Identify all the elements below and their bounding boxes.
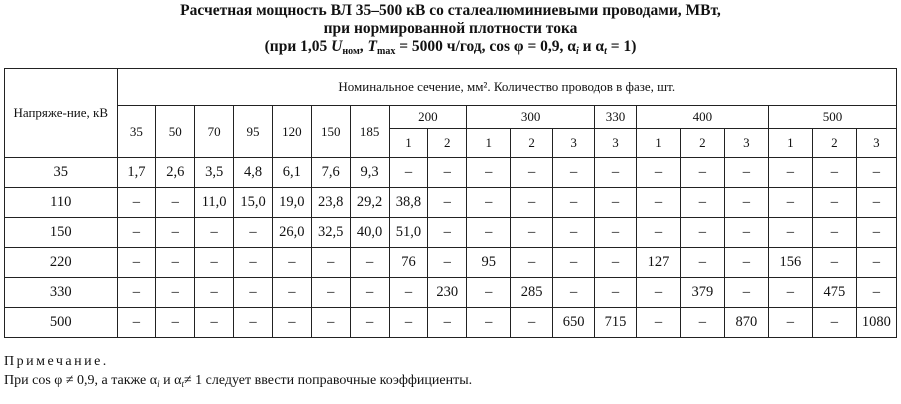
power-value-cell: – <box>724 218 768 248</box>
power-value-cell: – <box>511 188 553 218</box>
wire-count-header: 3 <box>856 129 896 158</box>
power-value-cell: 3,5 <box>195 158 234 188</box>
power-value-cell: – <box>812 248 856 278</box>
power-value-cell: 51,0 <box>389 218 428 248</box>
power-value-cell: 230 <box>428 278 467 308</box>
power-value-cell: – <box>511 218 553 248</box>
power-value-cell: – <box>812 188 856 218</box>
power-value-cell: – <box>724 248 768 278</box>
power-value-cell: 19,0 <box>272 188 311 218</box>
power-value-cell: 40,0 <box>350 218 389 248</box>
power-value-cell: – <box>768 158 812 188</box>
power-value-cell: – <box>595 248 637 278</box>
power-value-cell: – <box>724 188 768 218</box>
power-value-cell: 2,6 <box>156 158 195 188</box>
power-value-cell: – <box>768 278 812 308</box>
power-value-cell: – <box>156 308 195 338</box>
power-value-cell: 650 <box>553 308 595 338</box>
power-value-cell: – <box>553 248 595 278</box>
power-value-cell: 76 <box>389 248 428 278</box>
power-value-cell: – <box>636 158 680 188</box>
power-value-cell: – <box>234 278 273 308</box>
power-value-cell: – <box>117 308 156 338</box>
power-value-cell: – <box>680 158 724 188</box>
power-value-cell: – <box>636 218 680 248</box>
power-value-cell: 1080 <box>856 308 896 338</box>
power-table <box>4 68 897 338</box>
power-value-cell: – <box>724 158 768 188</box>
power-value-cell: 15,0 <box>234 188 273 218</box>
power-value-cell: – <box>156 248 195 278</box>
wire-count-header: 1 <box>389 129 428 158</box>
power-value-cell: – <box>856 218 896 248</box>
section-header-500: 500 <box>768 106 896 129</box>
wire-count-header: 2 <box>511 129 553 158</box>
power-value-cell: 29,2 <box>350 188 389 218</box>
voltage-cell: 110 <box>5 188 118 218</box>
power-value-cell: – <box>595 278 637 308</box>
note <box>4 352 472 390</box>
voltage-cell: 220 <box>5 248 118 278</box>
section-header-200: 200 <box>389 106 467 129</box>
table-row <box>5 158 897 188</box>
table-body <box>5 158 897 338</box>
power-value-cell: – <box>856 248 896 278</box>
wire-count-header: 2 <box>428 129 467 158</box>
power-value-cell: 26,0 <box>272 218 311 248</box>
power-value-cell: – <box>428 308 467 338</box>
section-header-300: 300 <box>467 106 595 129</box>
power-value-cell: – <box>234 248 273 278</box>
power-value-cell: – <box>511 158 553 188</box>
table-row <box>5 218 897 248</box>
power-value-cell: – <box>117 248 156 278</box>
power-value-cell: 6,1 <box>272 158 311 188</box>
power-value-cell: – <box>636 188 680 218</box>
power-value-cell: – <box>467 278 511 308</box>
power-value-cell: 475 <box>812 278 856 308</box>
title-line-2: при нормированной плотности тока <box>323 20 578 37</box>
voltage-cell: 150 <box>5 218 118 248</box>
power-value-cell: – <box>511 308 553 338</box>
power-value-cell: – <box>311 278 350 308</box>
power-value-cell: – <box>428 158 467 188</box>
wire-count-header: 1 <box>467 129 511 158</box>
power-value-cell: – <box>389 278 428 308</box>
power-value-cell: – <box>234 308 273 338</box>
wire-count-header: 3 <box>553 129 595 158</box>
power-value-cell: – <box>272 308 311 338</box>
power-value-cell: – <box>428 248 467 278</box>
power-value-cell: – <box>680 218 724 248</box>
power-value-cell: – <box>117 278 156 308</box>
power-value-cell: 11,0 <box>195 188 234 218</box>
section-group-header: Номинальное сечение, мм². Количество проводов в фазе, шт. <box>117 69 897 106</box>
title-line-1: Расчетная мощность ВЛ 35–500 кВ со сталеалюминиевыми проводами, МВт, <box>180 2 721 19</box>
power-value-cell: – <box>768 188 812 218</box>
power-value-cell: – <box>389 158 428 188</box>
power-value-cell: 95 <box>467 248 511 278</box>
power-value-cell: – <box>595 158 637 188</box>
power-value-cell: – <box>195 278 234 308</box>
voltage-cell: 330 <box>5 278 118 308</box>
power-value-cell: – <box>553 188 595 218</box>
power-value-cell: – <box>195 218 234 248</box>
power-value-cell: – <box>553 278 595 308</box>
section-header-330: 330 <box>595 106 637 129</box>
power-value-cell: – <box>511 248 553 278</box>
title-line-3: (при 1,05 $U_{ном}$, $T_{max} = 5000$ ч/год, cos φ = 0,9, $\alpha_i$ и $\alpha_t = 1$) <box>264 38 637 57</box>
power-value-cell: 32,5 <box>311 218 350 248</box>
table-row <box>5 308 897 338</box>
section-header-185: 185 <box>350 106 389 158</box>
power-value-cell: – <box>156 278 195 308</box>
voltage-cell: 500 <box>5 308 118 338</box>
wire-count-header: 3 <box>595 129 637 158</box>
power-value-cell: – <box>156 188 195 218</box>
power-value-cell: – <box>272 278 311 308</box>
power-value-cell: – <box>768 218 812 248</box>
wire-count-header: 3 <box>724 129 768 158</box>
power-value-cell: – <box>680 188 724 218</box>
power-value-cell: – <box>595 188 637 218</box>
table-row <box>5 248 897 278</box>
section-header-50: 50 <box>156 106 195 158</box>
power-value-cell: – <box>389 308 428 338</box>
power-value-cell: – <box>680 248 724 278</box>
power-value-cell: – <box>680 308 724 338</box>
power-value-cell: – <box>768 308 812 338</box>
power-value-cell: 38,8 <box>389 188 428 218</box>
voltage-cell: 35 <box>5 158 118 188</box>
voltage-column-header: Напряже-ние, кВ <box>5 69 118 158</box>
section-header-35: 35 <box>117 106 156 158</box>
power-value-cell: 23,8 <box>311 188 350 218</box>
power-value-cell: – <box>812 308 856 338</box>
power-value-cell: 4,8 <box>234 158 273 188</box>
power-value-cell: – <box>553 158 595 188</box>
power-value-cell: – <box>195 308 234 338</box>
power-value-cell: – <box>812 158 856 188</box>
section-header-row <box>5 106 897 129</box>
power-value-cell: – <box>195 248 234 278</box>
power-value-cell: – <box>467 188 511 218</box>
wire-count-header: 2 <box>812 129 856 158</box>
power-value-cell: – <box>350 278 389 308</box>
power-value-cell: 9,3 <box>350 158 389 188</box>
wire-count-header: 2 <box>680 129 724 158</box>
power-value-cell: – <box>350 248 389 278</box>
table-title <box>0 0 901 56</box>
power-value-cell: 379 <box>680 278 724 308</box>
power-value-cell: – <box>428 188 467 218</box>
wire-count-header: 1 <box>768 129 812 158</box>
power-value-cell: – <box>636 308 680 338</box>
power-value-cell: – <box>595 218 637 248</box>
power-value-cell: – <box>553 218 595 248</box>
power-value-cell: – <box>156 218 195 248</box>
wire-count-header: 1 <box>636 129 680 158</box>
power-value-cell: – <box>272 248 311 278</box>
power-value-cell: – <box>467 308 511 338</box>
power-value-cell: 285 <box>511 278 553 308</box>
note-heading: Примечание. <box>4 354 109 369</box>
section-header-95: 95 <box>234 106 273 158</box>
power-value-cell: 870 <box>724 308 768 338</box>
power-value-cell: – <box>117 188 156 218</box>
power-value-cell: – <box>812 218 856 248</box>
table-row <box>5 278 897 308</box>
power-value-cell: – <box>117 218 156 248</box>
power-value-cell: – <box>311 248 350 278</box>
power-value-cell: – <box>856 158 896 188</box>
power-value-cell: 715 <box>595 308 637 338</box>
power-value-cell: 156 <box>768 248 812 278</box>
power-value-cell: – <box>467 158 511 188</box>
section-header-120: 120 <box>272 106 311 158</box>
power-value-cell: – <box>467 218 511 248</box>
section-header-70: 70 <box>195 106 234 158</box>
section-header-400: 400 <box>636 106 768 129</box>
power-value-cell: – <box>856 188 896 218</box>
table-row <box>5 188 897 218</box>
power-value-cell: 7,6 <box>311 158 350 188</box>
power-value-cell: – <box>428 218 467 248</box>
power-value-cell: – <box>350 308 389 338</box>
power-value-cell: – <box>724 278 768 308</box>
power-value-cell: – <box>636 278 680 308</box>
power-value-cell: – <box>234 218 273 248</box>
note-text: При cos φ ≠ 0,9, а также $\alpha_i$ и $\alpha_t\ne 1$ следует ввести поправочные коэффициенты. <box>4 373 473 389</box>
power-value-cell: – <box>311 308 350 338</box>
power-value-cell: 127 <box>636 248 680 278</box>
power-value-cell: 1,7 <box>117 158 156 188</box>
power-value-cell: – <box>856 278 896 308</box>
section-header-150: 150 <box>311 106 350 158</box>
